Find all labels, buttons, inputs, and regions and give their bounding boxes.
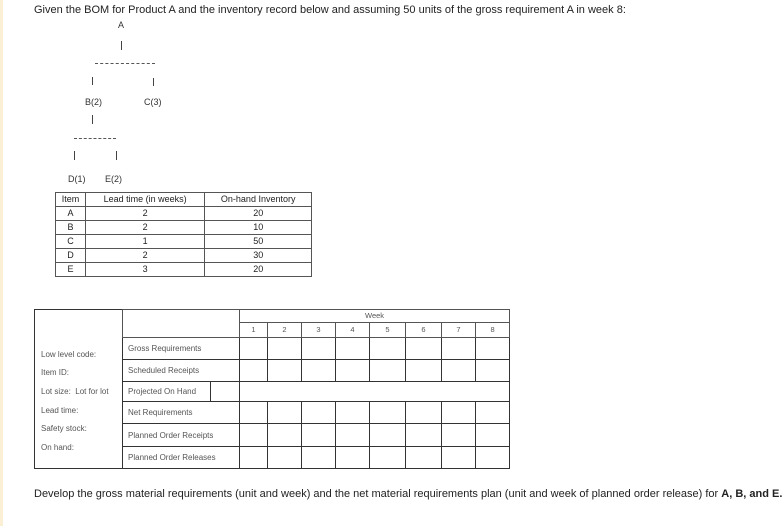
mrp-cell[interactable] [442, 446, 476, 468]
mrp-week-number: 6 [406, 322, 442, 337]
mrp-lot-size-label: Lot size: Lot for lot [41, 387, 109, 396]
mrp-cell[interactable] [336, 382, 370, 402]
mrp-week-number: 4 [336, 322, 370, 337]
mrp-cell[interactable] [302, 402, 336, 424]
mrp-row-label-scheduled-receipts: Scheduled Receipts [123, 359, 240, 381]
table-row [56, 207, 312, 221]
mrp-cell[interactable] [442, 382, 476, 402]
inventory-table [55, 192, 312, 277]
mrp-row-label-planned-order-receipts: Planned Order Receipts [123, 424, 240, 446]
mrp-cell[interactable] [268, 359, 302, 381]
mrp-low-level-code-label: Low level code: [41, 350, 97, 359]
mrp-cell[interactable] [336, 424, 370, 446]
mrp-cell[interactable] [302, 446, 336, 468]
inventory-header-lead-time: Lead time (in weeks) [85, 193, 204, 207]
mrp-cell[interactable] [442, 359, 476, 381]
mrp-record-table [122, 309, 510, 469]
table-row [56, 235, 312, 249]
table-row [123, 424, 510, 446]
question-task-items: A, B, and E. [721, 488, 782, 500]
table-row [123, 446, 510, 468]
table-row [123, 402, 510, 424]
mrp-week-label: Week [240, 310, 510, 323]
mrp-cell[interactable] [240, 382, 268, 402]
bom-node-e: E(2) [105, 174, 123, 184]
mrp-initial-on-hand-divider [210, 382, 211, 401]
mrp-week-number: 8 [476, 322, 510, 337]
mrp-on-hand-label: On hand: [41, 443, 74, 452]
inventory-item: E [56, 263, 86, 277]
mrp-cell[interactable] [268, 337, 302, 359]
inventory-item: C [56, 235, 86, 249]
mrp-cell[interactable] [240, 402, 268, 424]
question-task-text: Develop the gross material requirements (unit and week) and the net material requirements plan (unit and week of planned order release) for [34, 488, 722, 500]
mrp-lead-time-label: Lead time: [41, 406, 79, 415]
inventory-lead-time: 2 [85, 249, 204, 263]
inventory-lead-time: 2 [85, 221, 204, 235]
inventory-lead-time: 1 [85, 235, 204, 249]
mrp-cell[interactable] [268, 402, 302, 424]
bom-node-d: D(1) [68, 174, 86, 184]
mrp-cell[interactable] [302, 424, 336, 446]
bom-connector [92, 115, 93, 124]
table-row [123, 337, 510, 359]
bom-node-c: C(3) [144, 97, 162, 107]
inventory-header-on-hand: On-hand Inventory [205, 193, 312, 207]
inventory-on-hand: 20 [205, 263, 312, 277]
bom-connector [121, 41, 122, 50]
inventory-item: B [56, 221, 86, 235]
mrp-cell[interactable] [240, 337, 268, 359]
mrp-cell[interactable] [476, 446, 510, 468]
inventory-on-hand: 20 [205, 207, 312, 221]
mrp-cell[interactable] [268, 382, 302, 402]
mrp-header-blank [123, 310, 240, 338]
inventory-header-item: Item [56, 193, 86, 207]
mrp-cell[interactable] [370, 337, 406, 359]
mrp-row-label-net-requirements: Net Requirements [123, 402, 240, 424]
mrp-row-label-gross-requirements: Gross Requirements [123, 337, 240, 359]
page-edge [0, 0, 3, 526]
mrp-cell[interactable] [476, 424, 510, 446]
inventory-item: D [56, 249, 86, 263]
mrp-cell[interactable] [406, 446, 442, 468]
mrp-projected-on-hand-text: Projected On Hand [128, 387, 197, 397]
bom-branch-line [95, 63, 155, 64]
table-row [123, 359, 510, 381]
bom-connector [92, 77, 93, 85]
question-task [34, 488, 782, 500]
mrp-week-label-row [123, 310, 510, 323]
mrp-item-id-label: Item ID: [41, 368, 70, 377]
mrp-week-number: 5 [370, 322, 406, 337]
bom-node-b: B(2) [85, 97, 103, 107]
mrp-cell[interactable] [406, 402, 442, 424]
table-row [56, 249, 312, 263]
mrp-week-number: 7 [442, 322, 476, 337]
mrp-item-info-box [34, 309, 122, 469]
table-row [56, 263, 312, 277]
mrp-cell[interactable] [476, 359, 510, 381]
inventory-header-row [56, 193, 312, 207]
mrp-cell[interactable] [476, 402, 510, 424]
table-row [56, 221, 312, 235]
mrp-week-number: 1 [240, 322, 268, 337]
table-row [123, 382, 510, 402]
bom-root-label: A [118, 20, 125, 30]
bom-connector [116, 151, 117, 160]
mrp-cell[interactable] [336, 337, 370, 359]
mrp-safety-stock-label: Safety stock: [41, 424, 87, 433]
mrp-week-number: 3 [302, 322, 336, 337]
bom-connector [74, 151, 75, 160]
mrp-cell[interactable] [476, 382, 510, 402]
mrp-cell[interactable] [240, 424, 268, 446]
mrp-week-number: 2 [268, 322, 302, 337]
mrp-cell[interactable] [302, 382, 336, 402]
mrp-cell[interactable] [370, 446, 406, 468]
mrp-cell[interactable] [240, 446, 268, 468]
mrp-cell[interactable] [336, 359, 370, 381]
mrp-cell[interactable] [406, 359, 442, 381]
inventory-lead-time: 3 [85, 263, 204, 277]
mrp-cell[interactable] [406, 424, 442, 446]
inventory-on-hand: 30 [205, 249, 312, 263]
mrp-cell[interactable] [370, 424, 406, 446]
mrp-row-label-planned-order-releases: Planned Order Releases [123, 446, 240, 468]
mrp-cell[interactable] [370, 402, 406, 424]
mrp-cell[interactable] [268, 424, 302, 446]
mrp-cell[interactable] [302, 359, 336, 381]
inventory-on-hand: 50 [205, 235, 312, 249]
mrp-cell[interactable] [406, 382, 442, 402]
mrp-cell[interactable] [240, 359, 268, 381]
mrp-cell[interactable] [336, 402, 370, 424]
mrp-cell[interactable] [476, 337, 510, 359]
mrp-cell[interactable] [268, 446, 302, 468]
inventory-lead-time: 2 [85, 207, 204, 221]
inventory-item: A [56, 207, 86, 221]
inventory-on-hand: 10 [205, 221, 312, 235]
mrp-cell[interactable] [442, 402, 476, 424]
mrp-row-label-projected-on-hand [123, 382, 240, 402]
mrp-cell[interactable] [442, 337, 476, 359]
mrp-cell[interactable] [302, 337, 336, 359]
mrp-cell[interactable] [370, 382, 406, 402]
mrp-cell[interactable] [406, 337, 442, 359]
bom-connector [153, 78, 154, 86]
mrp-cell[interactable] [336, 446, 370, 468]
question-intro: Given the BOM for Product A and the inventory record below and assuming 50 units of the gross requirement A in week 8: [34, 4, 626, 16]
bom-branch-line [74, 138, 116, 139]
mrp-cell[interactable] [370, 359, 406, 381]
mrp-cell[interactable] [442, 424, 476, 446]
